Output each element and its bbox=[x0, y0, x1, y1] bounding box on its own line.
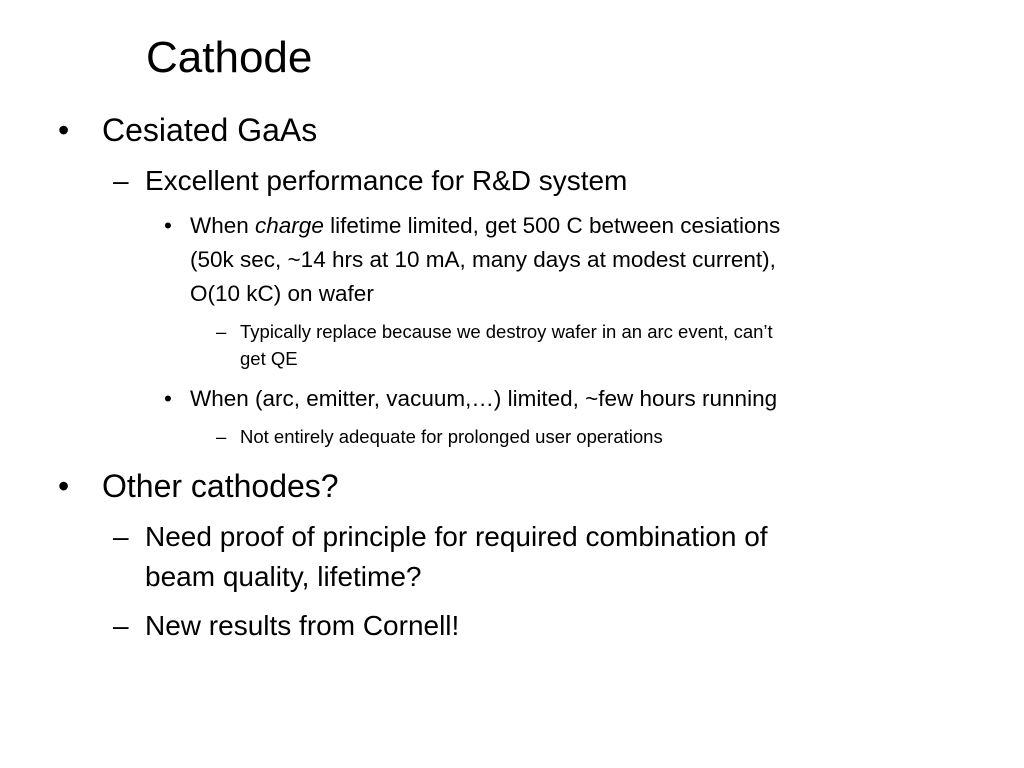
bullet-item-other-cathodes bbox=[58, 466, 339, 506]
subitem-text: Need proof of principle for required combination of bbox=[145, 521, 768, 552]
bullet-text: Cesiated GaAs bbox=[102, 112, 318, 148]
subsubitem-text: When (arc, emitter, vacuum,…) limited, ~few hours running bbox=[190, 386, 778, 411]
bullet-icon: • bbox=[164, 213, 172, 238]
bullet-item-cesiated-gaas bbox=[58, 110, 317, 150]
subsubitem-text bbox=[190, 209, 780, 243]
subitem-need-proof bbox=[113, 519, 768, 555]
level4-continuation bbox=[240, 345, 298, 372]
dash-icon: – bbox=[113, 165, 129, 196]
text-line: (50k sec, ~14 hrs at 10 mA, many days at modest current), bbox=[190, 247, 776, 272]
level4-item-not-adequate bbox=[216, 423, 663, 450]
italic-text: charge bbox=[255, 213, 324, 238]
text-line: get QE bbox=[240, 348, 298, 369]
text-part: When bbox=[190, 213, 256, 238]
dash-icon: – bbox=[216, 321, 227, 342]
level4-text: Not entirely adequate for prolonged user operations bbox=[240, 426, 663, 447]
level4-text: Typically replace because we destroy wafer in an arc event, can’t bbox=[240, 321, 773, 342]
dash-icon: – bbox=[216, 426, 227, 447]
slide-title: Cathode bbox=[146, 33, 313, 82]
bullet-text: Other cathodes? bbox=[102, 468, 339, 504]
level4-item-typically-replace bbox=[216, 318, 773, 345]
subitem-text: New results from Cornell! bbox=[145, 610, 460, 641]
dash-icon: – bbox=[113, 610, 129, 641]
subsubitem-charge-lifetime bbox=[164, 209, 780, 243]
subsubitem-arc-emitter bbox=[164, 382, 777, 416]
dash-icon: – bbox=[113, 521, 129, 552]
bullet-icon: • bbox=[164, 386, 172, 411]
subitem-text: Excellent performance for R&D system bbox=[145, 165, 628, 196]
subsubitem-continuation bbox=[190, 243, 776, 277]
subitem-excellent-performance bbox=[113, 163, 627, 199]
text-line: beam quality, lifetime? bbox=[145, 561, 422, 592]
subitem-new-results bbox=[113, 608, 459, 644]
text-line: O(10 kC) on wafer bbox=[190, 281, 374, 306]
bullet-icon: • bbox=[58, 112, 70, 148]
subsubitem-continuation bbox=[190, 277, 374, 311]
subitem-continuation bbox=[145, 559, 422, 595]
bullet-icon: • bbox=[58, 468, 70, 504]
text-part: lifetime limited, get 500 C between cesiations bbox=[323, 213, 781, 238]
